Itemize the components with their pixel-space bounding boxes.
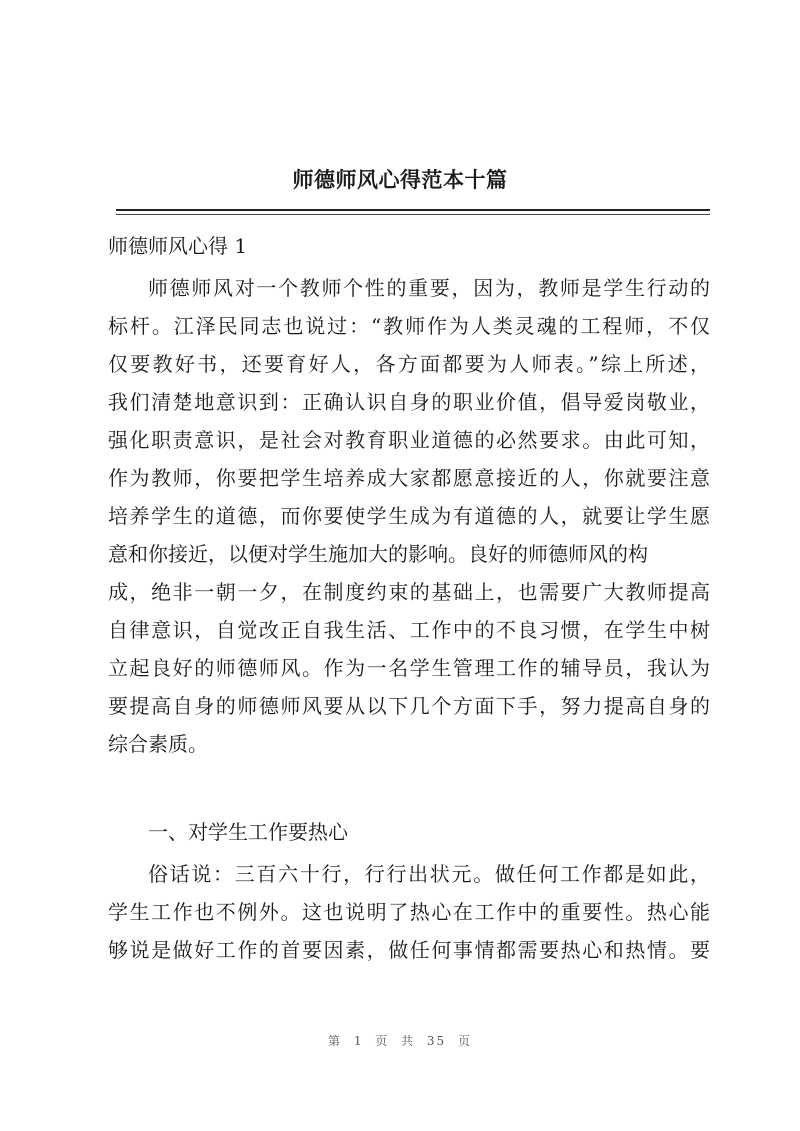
paragraph-line: 综合素质。 <box>108 732 208 756</box>
paragraph-line: 强化职责意识，是社会对教育职业道德的必然要求。由此可知， <box>108 428 710 452</box>
paragraph-line: 我们清楚地意识到：正确认识自身的职业价值，倡导爱岗敬业， <box>108 390 710 414</box>
paragraph-line: 作为教师，你要把学生培养成大家都愿意接近的人，你就要注意 <box>108 466 710 490</box>
paragraph-line: 立起良好的师德师风。作为一名学生管理工作的辅导员，我认为 <box>108 656 710 680</box>
paragraph-line: 仅要教好书，还要育好人，各方面都要为人师表。”综上所述， <box>108 352 710 376</box>
paragraph-line: 学生工作也不例外。这也说明了热心在工作中的重要性。热心能 <box>108 900 710 924</box>
section-heading: 师德师风心得 1 <box>108 234 248 258</box>
paragraph-line: 够说是做好工作的首要因素，做任何事情都需要热心和热情。要 <box>108 938 710 962</box>
subheading: 一、对学生工作要热心 <box>148 820 348 844</box>
paragraph-line: 标杆。江泽民同志也说过：“教师作为人类灵魂的工程师，不仅 <box>108 314 710 338</box>
title-divider-thick <box>116 209 710 211</box>
paragraph-line: 培养学生的道德，而你要使学生成为有道德的人，就要让学生愿 <box>108 504 710 528</box>
paragraph-line: 要提高自身的师德师风要从以下几个方面下手，努力提高自身的 <box>108 694 710 718</box>
page-footer: 第 1 页 共 35 页 <box>328 1034 472 1048</box>
paragraph-line: 意和你接近，以便对学生施加大的影响。良好的师德师风的构 <box>108 542 648 566</box>
paragraph-line: 俗话说：三百六十行，行行出状元。做任何工作都是如此， <box>148 862 710 886</box>
paragraph-line: 成，绝非一朝一夕，在制度约束的基础上，也需要广大教师提高 <box>108 580 710 604</box>
document-title: 师德师风心得范本十篇 <box>292 167 508 192</box>
title-divider-thin <box>116 214 710 215</box>
paragraph-line: 师德师风对一个教师个性的重要，因为，教师是学生行动的 <box>148 276 710 300</box>
paragraph-line: 自律意识，自觉改正自我生活、工作中的不良习惯，在学生中树 <box>108 618 710 642</box>
